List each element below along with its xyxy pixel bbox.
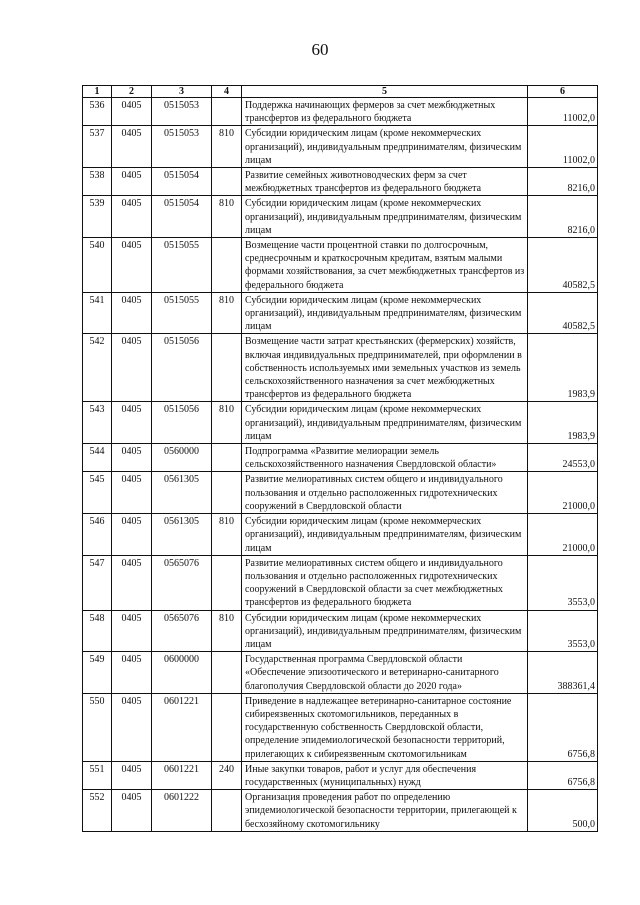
- item-name: Возмещение части затрат крестьянских (фермерских) хозяйств, включая индивидуальных предпринимателей, при оформлении в собственность используемых ими земельных участков из земель сельскохозяйственного назначения за счет межбюджетных трансфертов из федерального бюджета: [242, 334, 528, 402]
- item-name: Приведение в надлежащее ветеринарно-санитарное состояние сибиреязвенных скотомогильников, переданных в государственную собственность Свердловской области, определение эпидемиологической безопасности территорий, прилегающих к сибиреязвенным скотомогильникам: [242, 693, 528, 761]
- table-row: [83, 610, 598, 652]
- item-name: Возмещение части процентной ставки по долгосрочным, среднесрочным и краткосрочным кредитам, взятым малыми формами хозяйствования, за счет межбюджетных трансфертов из федерального бюджета: [242, 238, 528, 293]
- item-sum: 40582,5: [528, 238, 598, 293]
- row-number: 550: [83, 693, 112, 761]
- expense-type-code: [212, 652, 242, 694]
- row-number: 542: [83, 334, 112, 402]
- section-code: 0405: [112, 761, 152, 789]
- table-row: [83, 472, 598, 514]
- budget-table: [82, 85, 598, 832]
- section-code: 0405: [112, 555, 152, 610]
- expense-type-code: [212, 472, 242, 514]
- section-code: 0405: [112, 292, 152, 334]
- row-number: 549: [83, 652, 112, 694]
- section-code: 0405: [112, 238, 152, 293]
- target-article-code: 0515053: [152, 126, 212, 168]
- table-row: [83, 444, 598, 472]
- item-name: Подпрограмма «Развитие мелиорации земель сельскохозяйственного назначения Свердловской области»: [242, 444, 528, 472]
- row-number: 537: [83, 126, 112, 168]
- item-name: Развитие семейных животноводческих ферм за счет межбюджетных трансфертов из федерального бюджета: [242, 168, 528, 196]
- item-sum: 3553,0: [528, 610, 598, 652]
- expense-type-code: [212, 168, 242, 196]
- target-article-code: 0515054: [152, 168, 212, 196]
- target-article-code: 0565076: [152, 555, 212, 610]
- expense-type-code: 810: [212, 126, 242, 168]
- header-col-6: 6: [528, 86, 598, 98]
- expense-type-code: 810: [212, 514, 242, 556]
- item-sum: 1983,9: [528, 402, 598, 444]
- target-article-code: 0601222: [152, 790, 212, 832]
- expense-type-code: [212, 790, 242, 832]
- row-number: 544: [83, 444, 112, 472]
- header-col-4: 4: [212, 86, 242, 98]
- expense-type-code: 810: [212, 402, 242, 444]
- expense-type-code: 810: [212, 292, 242, 334]
- item-sum: 8216,0: [528, 196, 598, 238]
- item-name: Государственная программа Свердловской области «Обеспечение эпизоотического и ветеринарно-санитарного благополучия Свердловской области до 2020 года»: [242, 652, 528, 694]
- table-row: [83, 514, 598, 556]
- expense-type-code: 810: [212, 610, 242, 652]
- item-sum: 388361,4: [528, 652, 598, 694]
- section-code: 0405: [112, 514, 152, 556]
- target-article-code: 0565076: [152, 610, 212, 652]
- table-row: [83, 555, 598, 610]
- target-article-code: 0561305: [152, 514, 212, 556]
- expense-type-code: 810: [212, 196, 242, 238]
- row-number: 536: [83, 98, 112, 126]
- item-name: Субсидии юридическим лицам (кроме некоммерческих организаций), индивидуальным предпринимателям, физическим лицам: [242, 292, 528, 334]
- row-number: 546: [83, 514, 112, 556]
- expense-type-code: [212, 444, 242, 472]
- target-article-code: 0515054: [152, 196, 212, 238]
- target-article-code: 0515056: [152, 334, 212, 402]
- table-row: [83, 693, 598, 761]
- section-code: 0405: [112, 693, 152, 761]
- header-col-1: 1: [83, 86, 112, 98]
- item-sum: 11002,0: [528, 98, 598, 126]
- item-name: Поддержка начинающих фермеров за счет межбюджетных трансфертов из федерального бюджета: [242, 98, 528, 126]
- item-sum: 11002,0: [528, 126, 598, 168]
- target-article-code: 0600000: [152, 652, 212, 694]
- target-article-code: 0601221: [152, 693, 212, 761]
- table-row: [83, 292, 598, 334]
- page-number: 60: [311, 40, 329, 59]
- header-col-2: 2: [112, 86, 152, 98]
- table-row: [83, 402, 598, 444]
- item-name: Развитие мелиоративных систем общего и индивидуального пользования и отдельно расположенных гидротехнических сооружений в Свердловской области: [242, 472, 528, 514]
- table-row: [83, 334, 598, 402]
- table-row: [83, 196, 598, 238]
- item-sum: 3553,0: [528, 555, 598, 610]
- item-sum: 6756,8: [528, 693, 598, 761]
- table-row: [83, 168, 598, 196]
- row-number: 552: [83, 790, 112, 832]
- target-article-code: 0515056: [152, 402, 212, 444]
- section-code: 0405: [112, 610, 152, 652]
- target-article-code: 0515055: [152, 292, 212, 334]
- target-article-code: 0515055: [152, 238, 212, 293]
- row-number: 538: [83, 168, 112, 196]
- item-name: Субсидии юридическим лицам (кроме некоммерческих организаций), индивидуальным предпринимателям, физическим лицам: [242, 402, 528, 444]
- table-row: [83, 238, 598, 293]
- item-sum: 500,0: [528, 790, 598, 832]
- target-article-code: 0561305: [152, 472, 212, 514]
- table-row: [83, 652, 598, 694]
- item-sum: 40582,5: [528, 292, 598, 334]
- item-sum: 8216,0: [528, 168, 598, 196]
- item-name: Субсидии юридическим лицам (кроме некоммерческих организаций), индивидуальным предпринимателям, физическим лицам: [242, 126, 528, 168]
- item-name: Субсидии юридическим лицам (кроме некоммерческих организаций), индивидуальным предпринимателям, физическим лицам: [242, 610, 528, 652]
- header-col-5: 5: [242, 86, 528, 98]
- item-sum: 1983,9: [528, 334, 598, 402]
- item-name: Иные закупки товаров, работ и услуг для обеспечения государственных (муниципальных) нужд: [242, 761, 528, 789]
- target-article-code: 0601221: [152, 761, 212, 789]
- section-code: 0405: [112, 334, 152, 402]
- table-row: [83, 761, 598, 789]
- item-sum: 21000,0: [528, 514, 598, 556]
- row-number: 548: [83, 610, 112, 652]
- item-name: Субсидии юридическим лицам (кроме некоммерческих организаций), индивидуальным предпринимателям, физическим лицам: [242, 514, 528, 556]
- expense-type-code: [212, 334, 242, 402]
- section-code: 0405: [112, 196, 152, 238]
- item-sum: 6756,8: [528, 761, 598, 789]
- expense-type-code: [212, 238, 242, 293]
- row-number: 551: [83, 761, 112, 789]
- expense-type-code: [212, 693, 242, 761]
- row-number: 545: [83, 472, 112, 514]
- section-code: 0405: [112, 790, 152, 832]
- table-row: [83, 790, 598, 832]
- section-code: 0405: [112, 652, 152, 694]
- section-code: 0405: [112, 444, 152, 472]
- table-row: [83, 98, 598, 126]
- target-article-code: 0515053: [152, 98, 212, 126]
- table-row: [83, 126, 598, 168]
- row-number: 539: [83, 196, 112, 238]
- section-code: 0405: [112, 126, 152, 168]
- item-name: Организация проведения работ по определению эпидемиологической безопасности территории, прилегающей к бесхозяйному скотомогильнику: [242, 790, 528, 832]
- expense-type-code: [212, 98, 242, 126]
- section-code: 0405: [112, 402, 152, 444]
- row-number: 541: [83, 292, 112, 334]
- section-code: 0405: [112, 472, 152, 514]
- target-article-code: 0560000: [152, 444, 212, 472]
- header-col-3: 3: [152, 86, 212, 98]
- expense-type-code: 240: [212, 761, 242, 789]
- item-name: Развитие мелиоративных систем общего и индивидуального пользования и отдельно расположенных гидротехнических сооружений в Свердловской области за счет межбюджетных трансфертов из федерального бюджета: [242, 555, 528, 610]
- section-code: 0405: [112, 168, 152, 196]
- item-sum: 24553,0: [528, 444, 598, 472]
- expense-type-code: [212, 555, 242, 610]
- section-code: 0405: [112, 98, 152, 126]
- item-sum: 21000,0: [528, 472, 598, 514]
- item-name: Субсидии юридическим лицам (кроме некоммерческих организаций), индивидуальным предпринимателям, физическим лицам: [242, 196, 528, 238]
- row-number: 543: [83, 402, 112, 444]
- table-header-row: [83, 86, 598, 98]
- row-number: 547: [83, 555, 112, 610]
- row-number: 540: [83, 238, 112, 293]
